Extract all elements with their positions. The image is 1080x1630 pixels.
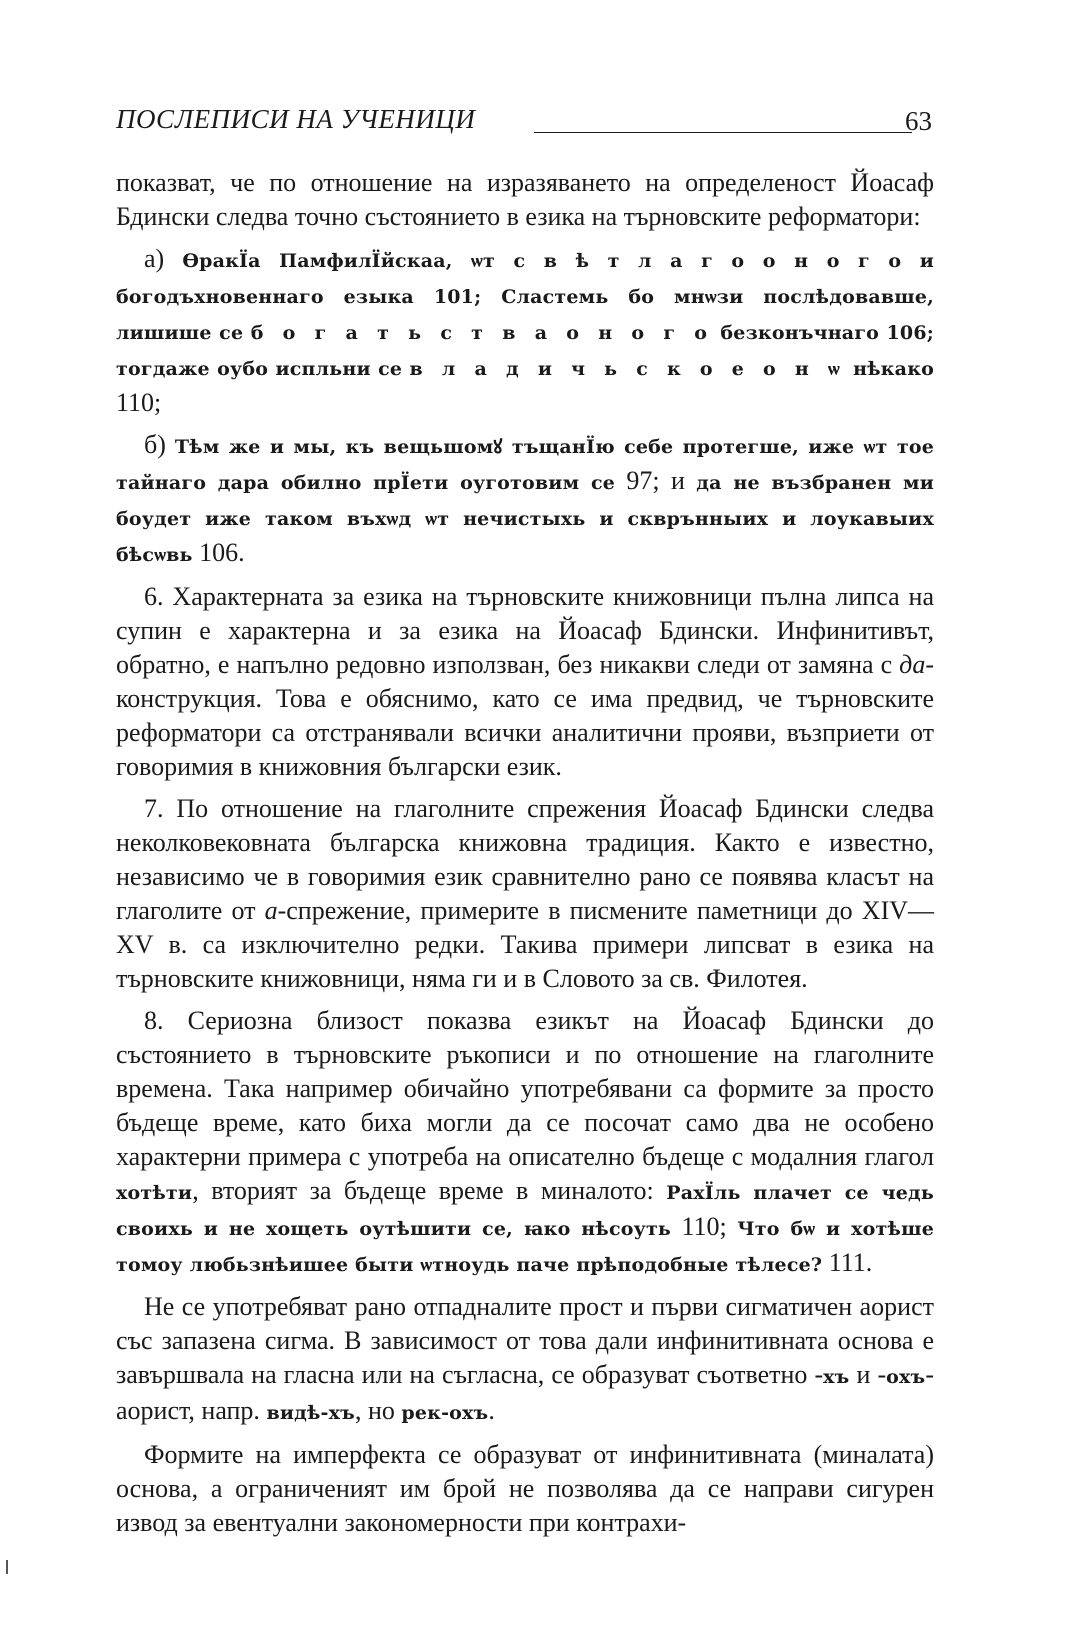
paragraph-continuation [116, 166, 934, 234]
example-label: б) [144, 430, 175, 459]
paragraph-9 [116, 1290, 934, 1430]
header-rule [534, 132, 912, 133]
running-title: ПОСЛЕПИСИ НА УЧЕНИЦИ [116, 104, 476, 134]
paragraph-text: , но [354, 1396, 402, 1425]
reference-number: 110; [116, 388, 162, 417]
paragraph-text: -спрежение, примерите в писмените паметници до XIV—XV в. са изключително редки. Такива примери липсват в езика на търновските книжовници, няма ги и в Словото за св. Филотея. [116, 896, 934, 993]
paragraph-8 [116, 1004, 934, 1282]
old-church-slavonic-term: рек-охъ [401, 1402, 489, 1424]
paragraph-text: 7. По отношение на глаголните спрежения Йоасаф Бдински следва неколковековната българска книжовна традиция. Както е известно, независимо че в говоримия език сравнително рано се появява класът на глаголите от [116, 794, 934, 925]
running-header [116, 104, 932, 144]
paragraph-text: , вторият за бъдеще време в миналото: [192, 1176, 667, 1205]
example-label: а) [144, 244, 183, 273]
paragraph-text: -аорист, напр. [116, 1360, 934, 1425]
old-church-slavonic-quote-spaced: б о г а т ь с т в а о н о г о [250, 322, 713, 344]
reference-number: 111. [822, 1248, 873, 1277]
page-body [116, 166, 934, 1548]
example-b [116, 428, 934, 572]
paragraph-text: 8. Сериозна близост показва езикът на Йоасаф Бдински до състоянието в търновските ръкописи и по отношение на глаголните времена. Така например обичайно употребявани са формите за просто бъдеще време, като биха могли да се посочат само два не особено характерни примера с употреба на описателно бъдеще с модалния глагол [116, 1006, 934, 1171]
italic-term: да [899, 650, 926, 679]
paragraph-text: . [488, 1396, 495, 1425]
paragraph-10 [116, 1438, 934, 1540]
paragraph-text: Формите на имперфекта се образуват от инфинитивната (миналата) основа, а ограниченият им брой не позволява да се направи сигурен извод за евентуални закономерности при контрахи- [116, 1440, 934, 1537]
reference-number: 106. [192, 538, 245, 567]
italic-term: а [264, 896, 278, 925]
paragraph-text: и - [849, 1360, 887, 1389]
reference-number: 97; и [615, 466, 697, 495]
reference-number: 110; [671, 1212, 738, 1241]
paragraph-7 [116, 792, 934, 996]
paragraph-text: Не се употребяват рано отпадналите прост и първи сигматичен аорист със запазена сигма. В зависимост от това дали инфинитивната основа е завършвала на гласна или на съгласна, се образуват съответно - [116, 1292, 934, 1389]
old-church-slavonic-quote: нѣкако [845, 358, 934, 380]
old-church-slavonic-quote: РахЇль плачет се чедь своихь и не хощеть оутѣшити се, ꙗко нѣсоуть [116, 1182, 935, 1240]
example-a [116, 242, 934, 420]
old-church-slavonic-quote-spaced: в л а д и ч ь с к о е о н ѡ [409, 358, 846, 380]
old-church-slavonic-quote: Что бѡ и хотѣше томоу любьзнѣишее быти ѡтноудь паче прѣподобные тѣлесе? [116, 1218, 934, 1276]
paragraph-6 [116, 580, 934, 784]
paragraph-text: -конструкция. Това е обяснимо, като се има предвид, че търновските реформатори са отстранявали всички аналитични прояви, възприети от говоримия в книжовния български език. [116, 650, 934, 781]
old-church-slavonic-term: видѣ-хъ [266, 1402, 355, 1424]
page-number: 63 [905, 106, 932, 136]
old-church-slavonic-quote: хотѣти [116, 1182, 193, 1204]
old-church-slavonic-quote: да не възбранен ми боудет иже таком въхѡд ѡт нечистыхь и скврънныих и лоукавыих бѣсѡвь [116, 472, 935, 566]
paragraph-text: 6. Характерната за езика на търновските книжовници пълна липса на супин е характерна и за езика на Йоасаф Бдински. Инфинитивът, обратно, е напълно редовно използван, без никакви следи от замяна с [116, 582, 934, 679]
old-church-slavonic-quote: 101; Сластемь бо мнѡзи послѣдовавше, лишише се [116, 286, 934, 344]
old-church-slavonic-quote: ѲракЇа ПамфилЇйскаа, ѡт с в ѣ т л а г о о н о г о и богодъхновеннаго езыка [116, 250, 934, 308]
paragraph-text: показват, че по отношение на изразяването на определеност Йоасаф Бдински следва точно състоянието в езика на търновските реформатори: [116, 168, 934, 231]
old-church-slavonic-quote: безконъчнаго [712, 322, 880, 344]
scan-margin-mark [6, 1560, 8, 1574]
old-church-slavonic-quote: Тѣм же и мы, къ вещьшомꙋ тъщанЇю себе протегше, иже ѡт тое тайнаго дара обилно прЇети оуготовим се [116, 436, 934, 494]
old-church-slavonic-quote: 106; тогдаже оубо испльни се [116, 322, 934, 380]
old-church-slavonic-term: хъ [823, 1366, 850, 1388]
old-church-slavonic-term: охъ [886, 1366, 926, 1388]
